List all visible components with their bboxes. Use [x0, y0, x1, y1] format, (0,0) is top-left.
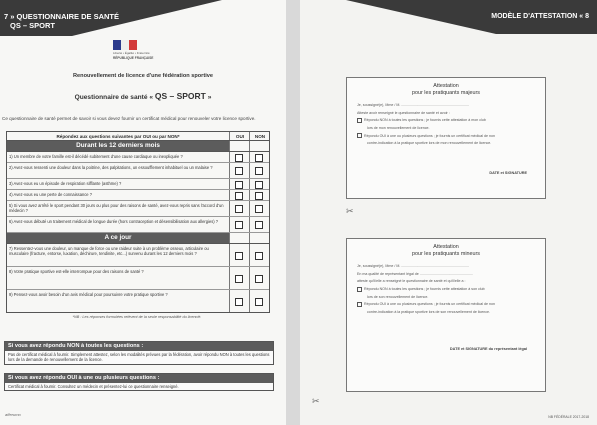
footer-logo: afferumo: [5, 412, 21, 417]
yes-checkbox[interactable]: [235, 221, 243, 229]
intro-text: Ce questionnaire de santé permet de savoir si vous devez fournir un certificat médical pour renouveler votre licence sportive.: [2, 116, 256, 121]
attestation-checkbox[interactable]: [357, 302, 362, 307]
attestation-line-text: contre-indication à la pratique sportive lors de mon renouvellement de licence.: [367, 141, 492, 146]
question-text: 6) Avez-vous débuté un traitement médical de longue durée (hors contraception et désensibilisation aux allergies) ?: [9, 219, 219, 224]
attestation-line: [357, 140, 535, 148]
attestation-line-text: Répondu OUI à une ou plusieurs questions ; je fournis un certificat médical de non: [364, 133, 496, 138]
question-row: [7, 163, 269, 179]
question-row: [7, 190, 269, 201]
attestation-line-text: Répondu NON à toutes les questions ; je fournis cette attestation à mon club: [364, 118, 486, 123]
left-page: [0, 0, 286, 425]
attestation-checkbox[interactable]: [357, 287, 362, 292]
footnote: *NB : Les réponses formulées relèvent de la seule responsabilité du licencié.: [72, 315, 202, 319]
no-checkbox[interactable]: [255, 167, 263, 175]
attestation-line: [357, 125, 535, 133]
question-row: [7, 201, 269, 217]
yes-checkbox[interactable]: [235, 275, 243, 283]
republique-francaise-logo: [113, 40, 155, 64]
answer-no-body: Pas de certificat médical à fournir. Simplement attestez, selon les modalités prévues par la fédération, avoir répondu NON à toutes les questions lors de la demande de renouvellement de la licence.: [8, 352, 270, 363]
question-row: [7, 267, 269, 290]
attestation-minor-title: [347, 244, 545, 257]
answer-no-box: [4, 341, 274, 365]
attestation-line-text: Je, soussigné(e), Mme / M. ....................................................................: [357, 264, 470, 269]
no-checkbox[interactable]: [255, 154, 263, 162]
form-title-prefix: Questionnaire de santé «: [74, 94, 155, 101]
attestation-major-lines: [347, 96, 545, 148]
table-header-row: [7, 132, 269, 141]
yes-checkbox[interactable]: [235, 181, 243, 189]
question-text: 2) Avez-vous ressenti une douleur dans la poitrine, des palpitations, un essoufflement inhabituel ou un malaise ?: [9, 165, 213, 170]
attestation-line: [357, 263, 535, 271]
question-row: [7, 179, 269, 190]
attestation-line-text: contre-indication à la pratique sportive lors de son renouvellement de licence.: [367, 309, 491, 314]
header-yes: OUI: [235, 133, 245, 139]
yes-checkbox[interactable]: [235, 192, 243, 200]
logo-name: RÉPUBLIQUE FRANÇAISE: [113, 56, 154, 60]
yes-checkbox[interactable]: [235, 154, 243, 162]
attestation-line: [357, 286, 535, 294]
no-checkbox[interactable]: [255, 275, 263, 283]
header-no: NON: [254, 133, 266, 139]
answer-no-title: Si vous avez répondu NON à toutes les questions :: [5, 342, 273, 351]
question-text: 5) Si vous avez arrêté le sport pendant 30 jours ou plus pour des raisons de santé, avez-vous repris sans l'accord d'un médecin ?: [9, 203, 224, 214]
question-text: 1) Un membre de votre famille est-il décédé subitement d'une cause cardiaque ou inexpliquée ?: [9, 154, 183, 159]
header-title: 7 » QUESTIONNAIRE DE SANTÉ: [4, 12, 120, 21]
section-row: [7, 233, 269, 244]
form-title-main: QS – SPORT: [154, 91, 206, 101]
question-text: 9) Pensez-vous avoir besoin d'un avis médical pour poursuivre votre pratique sportive ?: [9, 292, 168, 297]
renewal-title: Renouvellement de licence d'une fédération sportive: [73, 73, 213, 79]
section-row: [7, 141, 269, 152]
attestation-line-text: atteste qu'il/elle a renseigné le questionnaire de santé et qu'il/elle a :: [357, 279, 466, 284]
left-header-banner: [0, 0, 286, 36]
attestation-line: [357, 301, 535, 309]
header-subtitle: QS – SPORT: [10, 21, 56, 30]
yes-checkbox[interactable]: [235, 167, 243, 175]
attestation-minor-title-line1: Attestation: [433, 244, 459, 250]
yes-checkbox[interactable]: [235, 298, 243, 306]
scissors-icon-bottom: ✂: [312, 396, 320, 406]
logo-motto: Liberté • Égalité • Fraternité: [113, 51, 150, 55]
attestation-line: [357, 294, 535, 302]
sections-container: [7, 141, 269, 312]
attestation-major-box: [346, 77, 546, 199]
flag-icon: [113, 40, 141, 50]
attestation-major-title-line1: Attestation: [433, 83, 459, 89]
question-row: [7, 290, 269, 312]
attestation-major-signature: DATE et SIGNATURE: [489, 171, 527, 175]
no-checkbox[interactable]: [255, 192, 263, 200]
attestation-line-text: Répondu NON à toutes les questions ; je fournis cette attestation à son club: [364, 286, 485, 291]
page-reference: NB FÉDÉRALE 2017-2018: [548, 415, 589, 419]
attestation-line-text: Répondu OUI à une ou plusieurs questions ; je fournis un certificat médical de non: [364, 302, 496, 307]
header-question: Répondez aux questions suivantes par OUI ou par NON*: [56, 133, 180, 139]
attestation-line: [357, 117, 535, 125]
attestation-line: [357, 110, 535, 118]
attestation-line: [357, 309, 535, 317]
attestation-line-text: lors de son renouvellement de licence.: [367, 294, 429, 299]
attestation-line: [357, 278, 535, 286]
no-checkbox[interactable]: [255, 205, 263, 213]
attestation-line-text: Je, soussigné(e), Mme / M. ....................................................................: [357, 103, 470, 108]
right-header-title: MODÈLE D'ATTESTATION « 8: [491, 13, 589, 20]
attestation-major-title-line2: pour les pratiquants majeurs: [411, 89, 481, 96]
attestation-minor-box: [346, 238, 546, 392]
question-text: 4) Avez-vous eu une perte de connaissance ?: [9, 192, 92, 197]
question-row: [7, 244, 269, 267]
scissors-icon: ✂: [346, 206, 354, 216]
no-checkbox[interactable]: [255, 252, 263, 260]
section-title: A ce jour: [7, 233, 229, 243]
question-text: 7) Ressentez-vous une douleur, un manque de force ou une raideur suite à un problème osseux, articulaire ou musculaire (fracture, entorse, luxation, déchirure, tendinite, etc...) survenu durant les 12 derniers mois ?: [9, 246, 209, 257]
yes-checkbox[interactable]: [235, 252, 243, 260]
answer-yes-title: Si vous avez répondu OUI à une ou plusieurs questions :: [5, 374, 273, 383]
attestation-major-title: [347, 83, 545, 96]
attestation-minor-title-line2: pour les pratiquants mineurs: [411, 250, 481, 257]
no-checkbox[interactable]: [255, 298, 263, 306]
attestation-line-text: En ma qualité de représentant légal de .....................................................: [357, 271, 473, 276]
attestation-checkbox[interactable]: [357, 133, 362, 138]
attestation-line-text: lors de mon renouvellement de licence.: [367, 125, 430, 130]
form-title-suffix: »: [205, 94, 212, 101]
no-checkbox[interactable]: [255, 221, 263, 229]
attestation-checkbox[interactable]: [357, 118, 362, 123]
answer-yes-box: [4, 373, 274, 391]
question-text: 3) Avez-vous eu un épisode de respiration sifflante (asthme) ?: [9, 181, 122, 186]
attestation-line-text: Atteste avoir renseigné le questionnaire de santé et avoir :: [357, 110, 450, 115]
right-header-banner: [300, 0, 597, 34]
form-title: [0, 91, 286, 101]
right-page: [300, 0, 597, 425]
attestation-line: [357, 102, 535, 110]
questions-table: [6, 131, 270, 313]
question-row: [7, 152, 269, 163]
no-checkbox[interactable]: [255, 181, 263, 189]
attestation-minor-lines: [347, 257, 545, 316]
question-text: 8) Votre pratique sportive est-elle interrompue pour des raisons de santé ?: [9, 269, 144, 274]
yes-checkbox[interactable]: [235, 205, 243, 213]
attestation-minor-signature: DATE et SIGNATURE du représentant légal: [449, 347, 527, 351]
attestation-line: [357, 271, 535, 279]
section-title: Durant les 12 derniers mois: [7, 141, 229, 151]
question-row: [7, 217, 269, 233]
answer-yes-body: Certificat médical à fournir. Consultez un médecin et présentez-lui ce questionnaire renseigné.: [8, 384, 179, 389]
attestation-line: [357, 133, 535, 141]
